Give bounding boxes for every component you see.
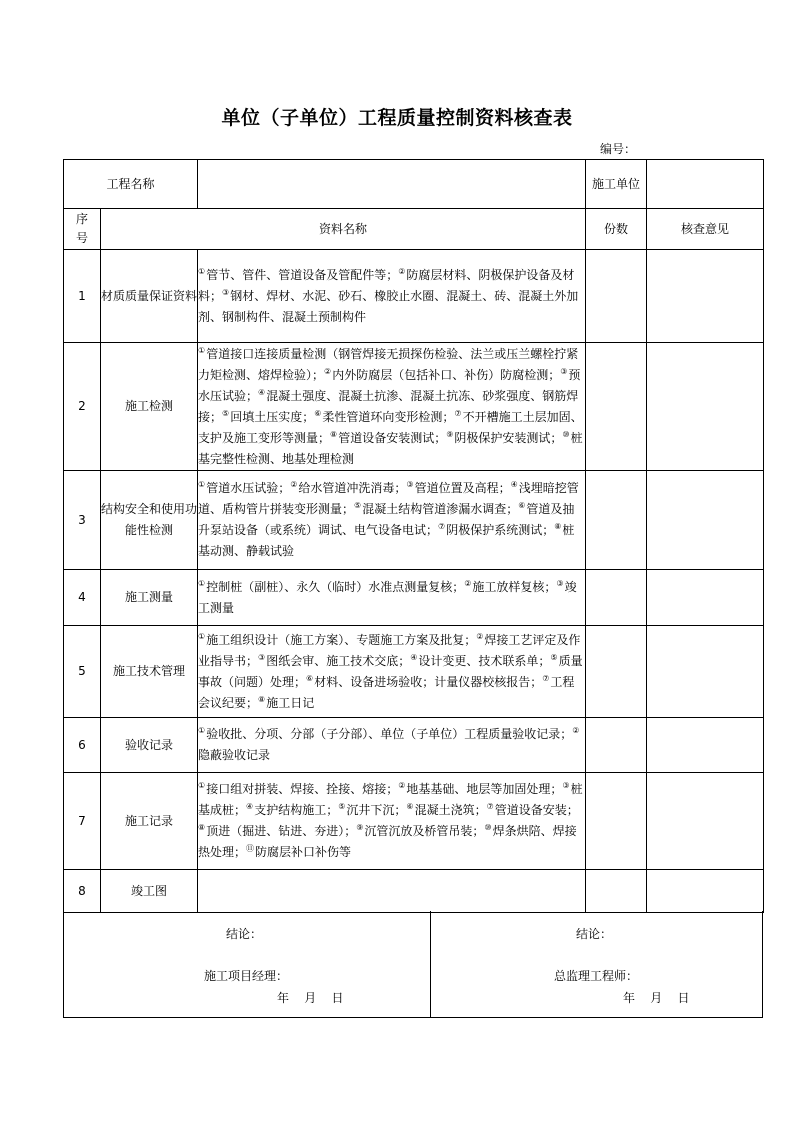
table-row [64, 870, 764, 913]
item-text: 焊条烘陪、焊接热处理； [198, 824, 577, 859]
item-text: 桩基成桩； [198, 782, 583, 817]
copies-field[interactable] [586, 343, 647, 471]
item-text: 不开槽施工土层加固、支护及施工变形等测量； [198, 409, 583, 445]
item-text: 沉井下沉； [346, 803, 407, 817]
item-text: 施工日记 [266, 695, 315, 710]
page-title: 单位（子单位）工程质量控制资料核查表 [221, 107, 573, 129]
item-number: ② [476, 631, 484, 641]
row-items [198, 250, 586, 343]
row-number: 3 [64, 471, 101, 570]
column-header-row [64, 209, 764, 250]
item-number: ② [572, 726, 580, 735]
table-row [64, 718, 764, 773]
item-text: 材料、设备进场验收；计量仪器校核报告； [314, 674, 543, 689]
opinion-field[interactable] [647, 626, 764, 718]
item-number: ③ [258, 652, 266, 662]
opinion-field[interactable] [647, 870, 764, 913]
item-number: ③ [222, 287, 230, 297]
item-text: 隐蔽验收记录 [198, 748, 271, 762]
right-conclusion-label: 结论： [576, 927, 613, 941]
signature-divider [430, 911, 431, 1017]
item-number: ⑤ [550, 652, 558, 662]
row-items [198, 773, 586, 870]
item-text: 控制桩（副桩）、永久（临时）水准点测量复核； [206, 579, 465, 594]
table-row [64, 471, 764, 570]
item-number: ① [198, 781, 206, 790]
opinion-field[interactable] [647, 471, 764, 570]
item-text: 混凝土结构管道渗漏水调查； [362, 502, 519, 516]
item-number: ③ [562, 781, 570, 790]
item-number: ⑥ [518, 501, 526, 510]
item-number: ⑦ [454, 408, 462, 418]
col-material-name-header: 资料名称 [101, 209, 586, 250]
item-text: 工程会议纪要； [198, 674, 575, 710]
row-category: 施工记录 [101, 773, 198, 870]
item-number: ③ [406, 480, 414, 489]
item-number: ① [198, 578, 206, 588]
row-number: 7 [64, 773, 101, 870]
item-number: ① [198, 266, 206, 276]
construction-manager-label: 施工项目经理： [204, 969, 289, 983]
item-number: ① [198, 480, 206, 489]
item-text: 预水压试验； [198, 367, 581, 403]
item-text: 支护结构施工； [254, 803, 339, 817]
item-text: 桩基动测、静载试验 [198, 523, 575, 558]
item-text: 验收批、分项、分部（子分部）、单位（子单位）工程质量验收记录； [206, 727, 573, 741]
row-number: 6 [64, 718, 101, 773]
doc-number-label: 编号： [600, 142, 637, 156]
row-category: 验收记录 [101, 718, 198, 773]
row-number: 4 [64, 570, 101, 626]
copies-field[interactable] [586, 250, 647, 343]
item-number: ② [290, 480, 298, 489]
item-text: 接口组对拼装、焊接、拴接、熔接； [206, 782, 399, 796]
construction-unit-field[interactable] [647, 160, 764, 209]
opinion-field[interactable] [647, 250, 764, 343]
item-text: 管道设备安装测试； [338, 430, 447, 445]
row-category: 竣工图 [101, 870, 198, 913]
construction-unit-label: 施工单位 [586, 160, 647, 209]
project-name-field[interactable] [198, 160, 586, 209]
opinion-field[interactable] [647, 570, 764, 626]
item-number: ① [198, 345, 206, 355]
item-text: 管节、管件、管道设备及管配件等； [206, 267, 399, 282]
item-number: ④ [510, 480, 518, 489]
item-text: 浅埋暗挖管道、盾构管片拼装变形测量； [198, 481, 579, 516]
table-row [64, 343, 764, 471]
item-number: ② [324, 366, 332, 376]
quality-control-table [63, 159, 764, 913]
item-number: ⑦ [438, 522, 446, 531]
row-items [198, 343, 586, 471]
item-text: 图纸会审、施工技术交底； [266, 653, 411, 668]
item-number: ② [398, 266, 406, 276]
item-text: 混凝土强度、混凝土抗渗、混凝土抗冻、砂浆强度、钢筋焊接； [198, 388, 579, 424]
item-number: ⑧ [554, 522, 562, 531]
item-number: ⑩ [562, 429, 570, 439]
opinion-field[interactable] [647, 343, 764, 471]
copies-field[interactable] [586, 626, 647, 718]
table-row [64, 250, 764, 343]
signature-section [63, 911, 763, 1018]
item-number: ② [464, 578, 472, 588]
left-conclusion-label: 结论： [226, 927, 263, 941]
item-number: ⑧ [330, 429, 338, 439]
copies-field[interactable] [586, 773, 647, 870]
right-date-label: 年 月 日 [623, 991, 690, 1005]
item-text: 内外防腐层（包括补口、补伤）防腐检测； [332, 367, 561, 382]
col-opinion-header: 核查意见 [647, 209, 764, 250]
item-number: ⑪ [246, 844, 255, 853]
row-category: 结构安全和使用功能性检测 [101, 471, 198, 570]
item-number: ④ [246, 802, 254, 811]
item-number: ⑨ [356, 823, 364, 832]
item-number: ⑩ [484, 823, 492, 832]
item-number: ③ [556, 578, 564, 588]
item-number: ⑨ [446, 429, 454, 439]
item-text: 防腐层材料、阴极保护设备及材料； [198, 267, 575, 303]
row-category: 施工技术管理 [101, 626, 198, 718]
item-text: 设计变更、技术联系单； [418, 653, 551, 668]
item-text: 竣工测量 [198, 579, 577, 615]
item-text: 阴极保护系统测试； [446, 523, 555, 537]
table-row [64, 626, 764, 718]
row-number: 8 [64, 870, 101, 913]
copies-field[interactable] [586, 870, 647, 913]
item-number: ⑦ [486, 802, 494, 811]
item-text: 柔性管道环向变形检测； [322, 409, 455, 424]
item-text: 地基基础、地层等加固处理； [406, 782, 563, 796]
col-seq-label: 序号 [75, 212, 88, 245]
data-rows [64, 250, 764, 913]
item-text: 桩基完整性检测、地基处理检测 [198, 430, 583, 466]
item-text: 管道位置及高程； [414, 481, 511, 495]
item-text: 质量事故（问题）处理； [198, 653, 583, 689]
row-category: 施工检测 [101, 343, 198, 471]
item-number: ⑥ [406, 802, 414, 811]
item-text: 管道设备安装； [494, 803, 579, 817]
row-number: 2 [64, 343, 101, 471]
row-number: 5 [64, 626, 101, 718]
item-number: ④ [410, 652, 418, 662]
item-text: 给水管道冲洗消毒； [298, 481, 407, 495]
item-number: ⑥ [306, 673, 314, 683]
item-text: 管道及抽升泵站设备（或系统）调试、电气设备电试； [198, 502, 575, 537]
item-number: ④ [258, 387, 266, 397]
item-number: ⑧ [198, 823, 206, 832]
item-text: 混凝土浇筑； [414, 803, 487, 817]
item-text: 管道水压试验； [206, 481, 291, 495]
item-text: 管道接口连接质量检测（钢管焊接无损探伤检验、法兰或压兰螺栓拧紧力矩检测、熔焊检验）； [198, 346, 579, 382]
item-number: ⑤ [222, 408, 230, 418]
item-text: 回填土压实度； [230, 409, 315, 424]
item-number: ② [398, 781, 406, 790]
item-text: 阴极保护安装测试； [454, 430, 563, 445]
copies-field[interactable] [586, 570, 647, 626]
opinion-field[interactable] [647, 773, 764, 870]
item-text: 施工放样复核； [472, 579, 557, 594]
row-number: 1 [64, 250, 101, 343]
item-text: 防腐层补口补伤等 [255, 845, 352, 859]
table-row [64, 773, 764, 870]
row-items [198, 718, 586, 773]
row-items [198, 626, 586, 718]
item-number: ③ [560, 366, 568, 376]
item-number: ① [198, 631, 206, 641]
project-name-label: 工程名称 [64, 160, 198, 209]
item-number: ⑥ [314, 408, 322, 418]
item-number: ① [198, 726, 206, 735]
table-row [64, 570, 764, 626]
row-items [198, 471, 586, 570]
item-number: ⑤ [354, 501, 362, 510]
item-number: ⑤ [338, 802, 346, 811]
header-row [64, 160, 764, 209]
col-seq-header [64, 209, 101, 250]
item-number: ⑧ [258, 694, 266, 704]
item-text: 焊接工艺评定及作业指导书； [198, 632, 581, 668]
item-number: ⑦ [542, 673, 550, 683]
row-items [198, 570, 586, 626]
chief-supervisor-label: 总监理工程师： [554, 969, 639, 983]
item-text: 施工组织设计（施工方案）、专题施工方案及批复； [206, 632, 477, 647]
row-category: 材质质量保证资料 [101, 250, 198, 343]
row-items [198, 870, 586, 913]
left-date-label: 年 月 日 [277, 991, 344, 1005]
item-text: 沉管沉放及桥管吊装； [364, 824, 485, 838]
copies-field[interactable] [586, 471, 647, 570]
col-copies-header: 份数 [586, 209, 647, 250]
row-category: 施工测量 [101, 570, 198, 626]
item-text: 顶进（掘进、钻进、夯进）； [206, 824, 357, 838]
item-text: 钢材、焊材、水泥、砂石、橡胶止水圈、混凝土、砖、混凝土外加剂、钢制构件、混凝土预制构件 [198, 288, 579, 324]
copies-field[interactable] [586, 718, 647, 773]
opinion-field[interactable] [647, 718, 764, 773]
